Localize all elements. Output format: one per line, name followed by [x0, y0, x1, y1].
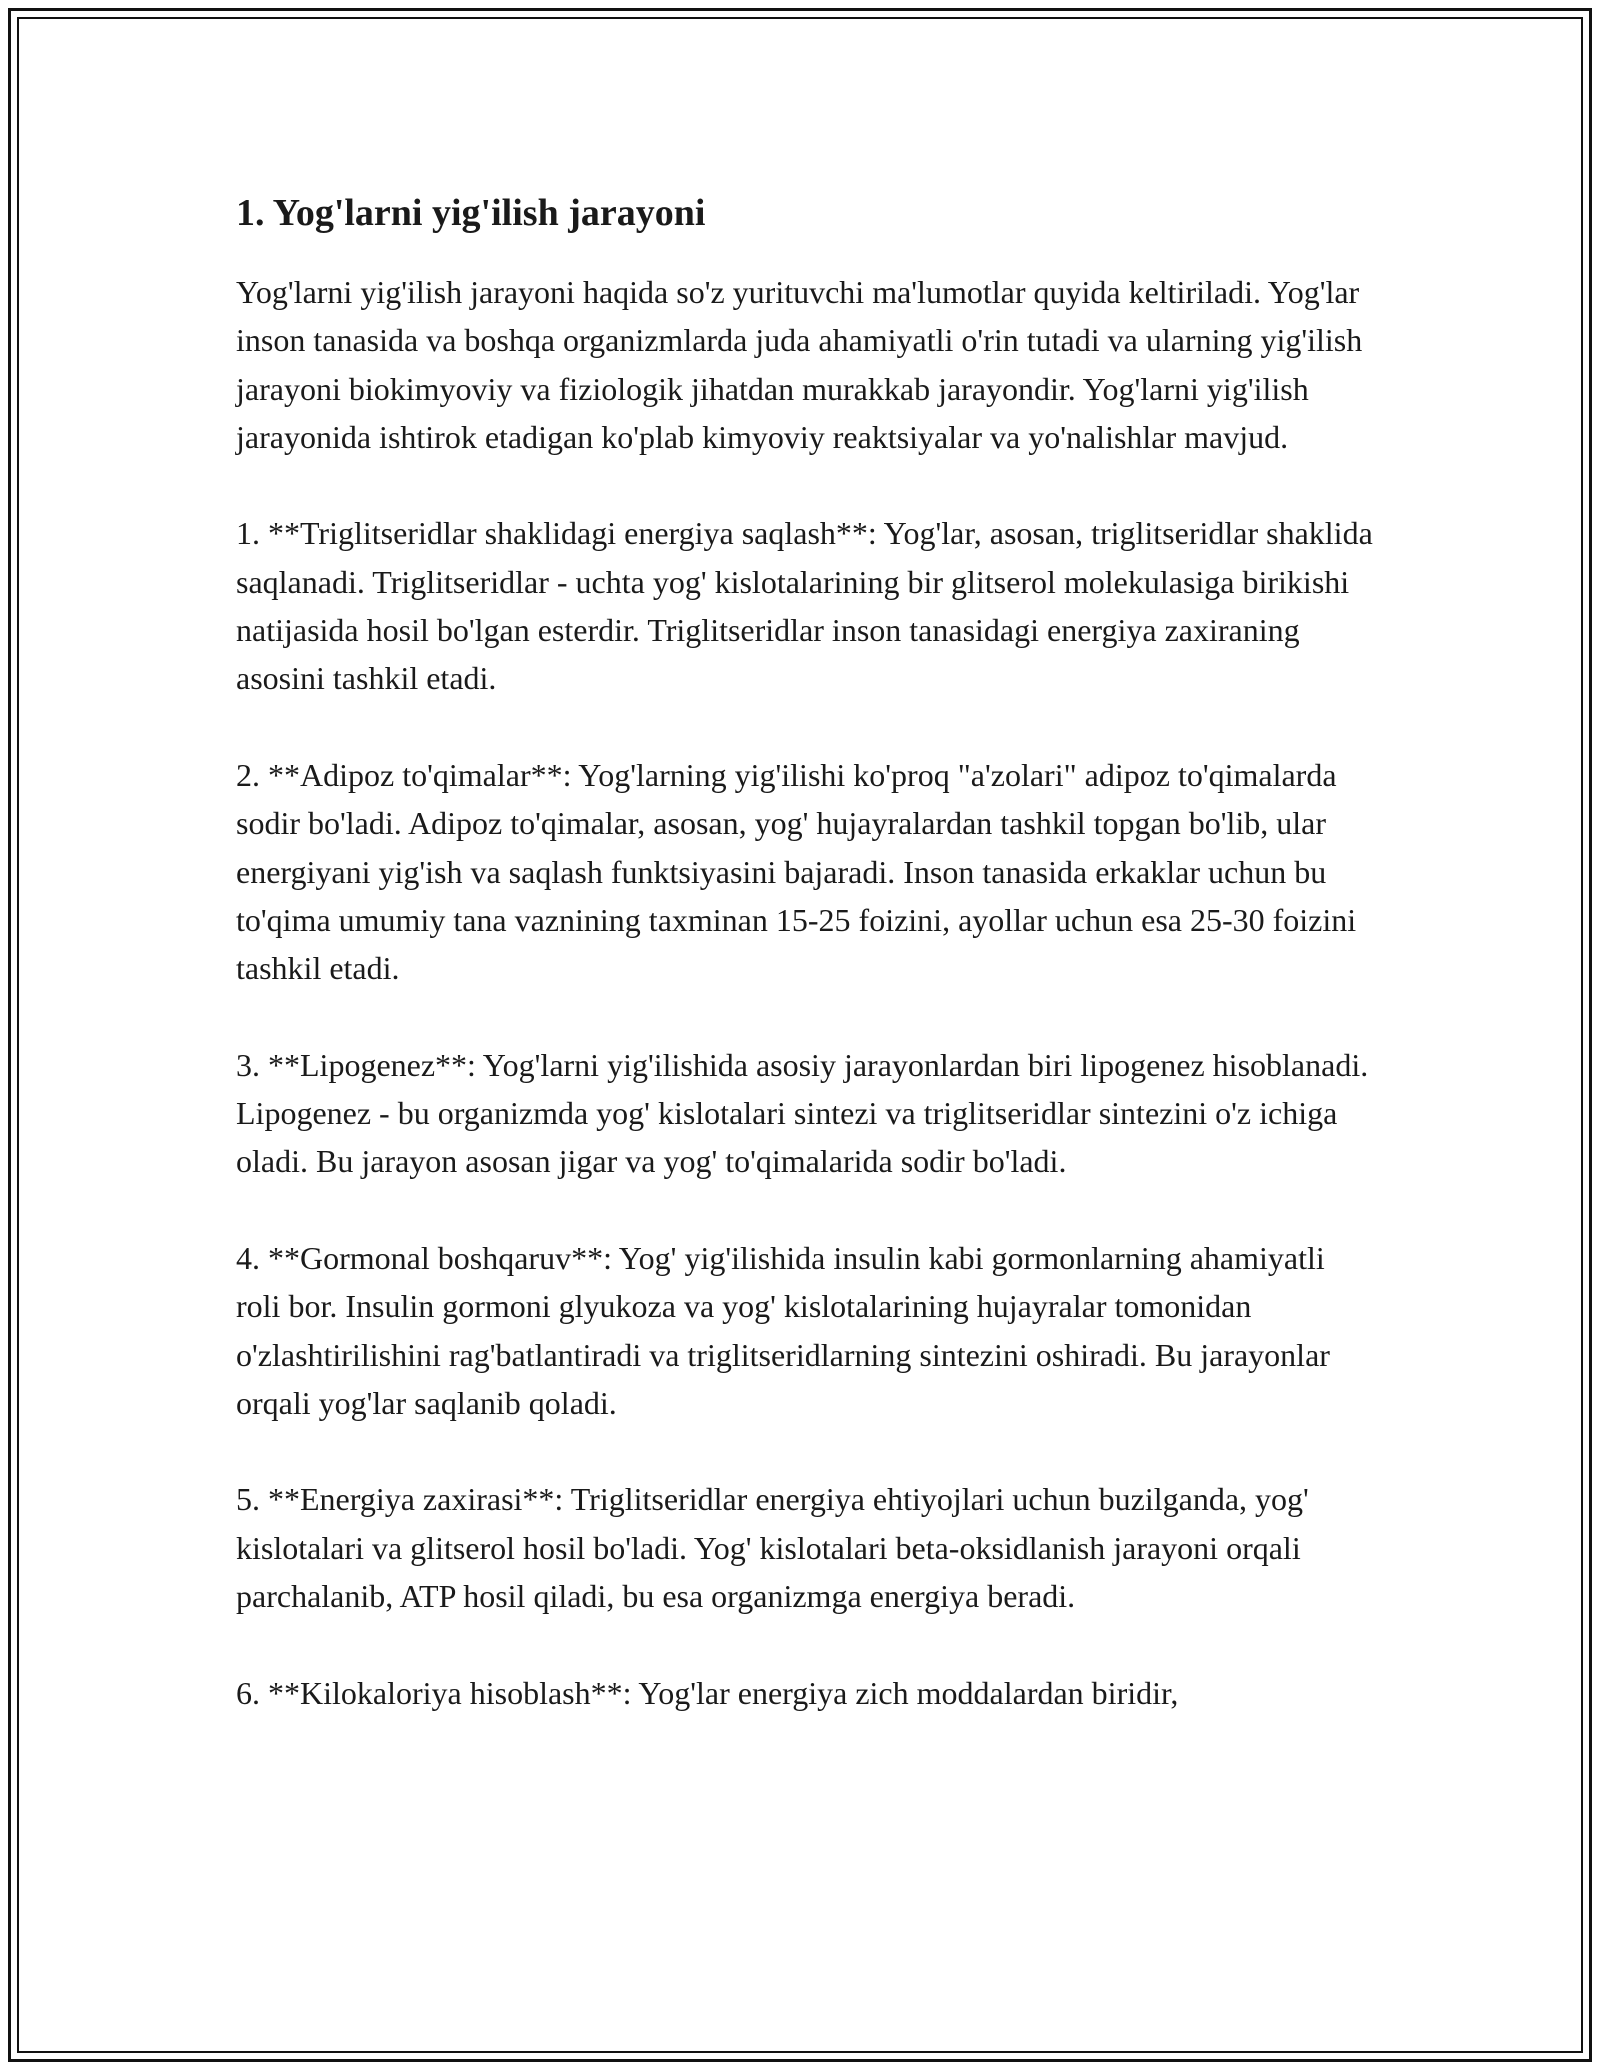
document-body [236, 188, 1376, 1765]
page-title: 1. Yog'larni yig'ilish jarayoni [236, 192, 706, 234]
paragraph-item-6: 6. **Kilokaloriya hisoblash**: Yog'lar energiya zich moddalardan biridir, [236, 1674, 1179, 1711]
paragraph-item-4: 4. **Gormonal boshqaruv**: Yog' yig'ilishida insulin kabi gormonlarning ahamiyatli roli bor. Insulin gormoni glyukoza va yog' kislotalarining hujayralar tomonidan o'zlashtirilishini rag'batlantiradi va triglitseridlarning sintezini oshiradi. Bu jarayonlar orqali yog'lar saqlanib qoladi. [236, 1239, 1330, 1421]
paragraph-item-2: 2. **Adipoz to'qimalar**: Yog'larning yig'ilishi ko'proq "a'zolari" adipoz to'qimalarda sodir bo'ladi. Adipoz to'qimalar, asosan, yog' hujayralardan tashkil topgan bo'lib, ular energiyani yig'ish va saqlash funktsiyasini bajaradi. Inson tanasida erkaklar uchun bu to'qima umumiy tana vaznining taxminan 15-25 foizini, ayollar uchun esa 25-30 foizini tashkil etadi. [236, 756, 1357, 987]
paragraph-item-3: 3. **Lipogenez**: Yog'larni yig'ilishida asosiy jarayonlardan biri lipogenez hisoblanadi. Lipogenez - bu organizmda yog' kislotalari sintezi va triglitseridlar sintezini o'z ichiga oladi. Bu jarayon asosan jigar va yog' to'qimalarida sodir bo'ladi. [236, 1046, 1369, 1180]
paragraph-item-1: 1. **Triglitseridlar shaklidagi energiya saqlash**: Yog'lar, asosan, triglitseridlar shaklida saqlanadi. Triglitseridlar - uchta yog' kislotalarining bir glitserol molekulasiga birikishi natijasida hosil bo'lgan esterdir. Triglitseridlar inson tanasidagi energiya zaxiraning asosini tashkil etadi. [236, 515, 1373, 697]
paragraph-intro: Yog'larni yig'ilish jarayoni haqida so'z yurituvchi ma'lumotlar quyida keltiriladi. Yog'lar inson tanasida va boshqa organizmlarda juda ahamiyatli o'rin tutadi va ularning yig'ilish jarayoni biokimyoviy va fiziologik jihatdan murakkab jarayondir. Yog'larni yig'ilish jarayonida ishtirok etadigan ko'plab kimyoviy reaktsiyalar va yo'nalishlar mavjud. [236, 274, 1363, 455]
paragraph-item-5: 5. **Energiya zaxirasi**: Triglitseridlar energiya ehtiyojlari uchun buzilganda, yog' kislotalari va glitserol hosil bo'ladi. Yog' kislotalari beta-oksidlanish jarayoni orqali parchalanib, ATP hosil qiladi, bu esa organizmga energiya beradi. [236, 1481, 1309, 1615]
